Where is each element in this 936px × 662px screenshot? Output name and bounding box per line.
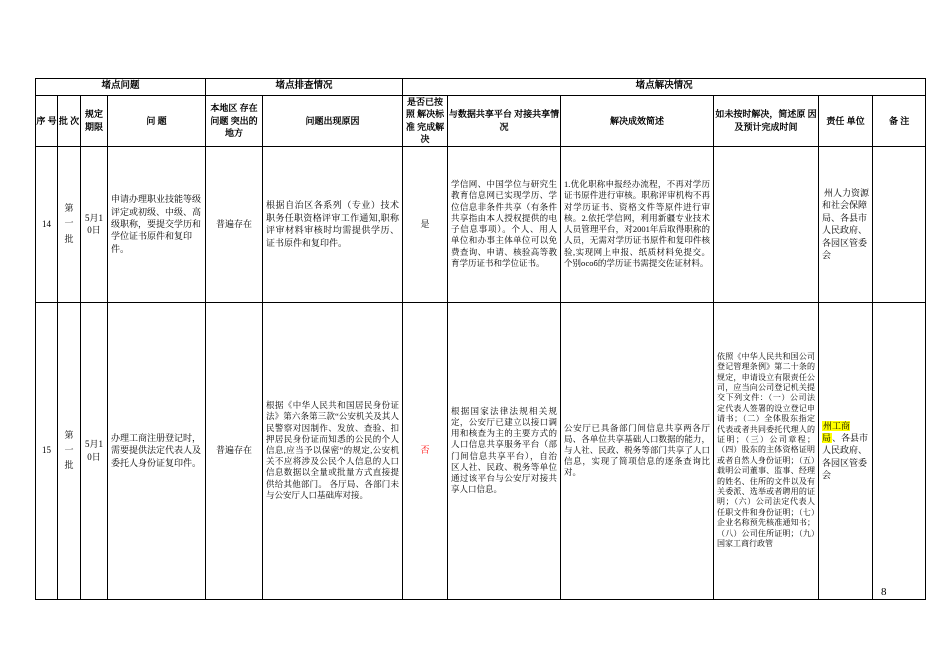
col-header-seq: 序 号 [36,96,58,147]
document-page [35,78,925,600]
blocking-points-table [35,78,926,600]
col-header-local: 本地区 存在问题 突出的地方 [206,96,263,147]
cell-deadline [81,146,108,302]
cell-batch [58,146,81,302]
table-row [36,146,926,302]
cell-unit [819,146,873,302]
deadline-text: 5月10日 [84,439,103,462]
cell-sharing: 根据国家法律法规相关规定，公安厅已建立以接口调用和核查为主的主要方式的人口信息共享服务平台（部门间信息共享平台），自治区人社、民政、税务等单位通过该平台与公安厅对接共享人口信息。 [448,302,561,599]
column-header-row [36,96,926,147]
batch-vertical-text: 第一批 [64,203,74,244]
cell-remark [873,302,926,599]
unit-text: 州人力资源和社会保障局、各县市人民政府、各园区管委会 [822,187,870,260]
unit-highlight: 州工商局 [822,420,851,444]
cell-cause: 根据自治区各系列（专业）技术职务任职资格评审工作通知,职称评审材料审核时均需提供学历、证书原件和复印件。 [263,146,403,302]
cell-batch [58,302,81,599]
col-header-unresolved: 如未按时解决，简述原 因及预计完成时间 [714,96,819,147]
group-header-resolution: 堵点解决情况 [403,79,926,96]
group-header-problem: 堵点问题 [36,79,206,96]
cell-resolved: 是 [403,146,448,302]
cell-deadline [81,302,108,599]
col-header-batch: 批 次 [58,96,81,147]
col-header-resolved: 是否已按照 解决标准 完成解决 [403,96,448,147]
cell-unresolved [714,146,819,302]
col-header-cause: 问题出现原因 [263,96,403,147]
cell-remark [873,146,926,302]
col-header-remark: 备 注 [873,96,926,147]
col-header-unit: 责任 单位 [819,96,873,147]
cell-local: 普遍存在 [206,146,263,302]
col-header-effect: 解决成效简述 [561,96,714,147]
cell-resolved: 否 [403,302,448,599]
cell-problem: 申请办理职业技能等级评定或初级、中级、高级职称，要提交学历和学位证书原件和复印件。 [108,146,206,302]
col-header-problem: 问 题 [108,96,206,147]
cell-seq: 14 [36,146,58,302]
cell-local: 普遍存在 [206,302,263,599]
table-row [36,302,926,599]
col-header-sharing: 与数据共享平台 对接共享情况 [448,96,561,147]
batch-vertical-text: 第一批 [64,429,74,471]
cell-unit [819,302,873,599]
group-header-row [36,79,926,96]
cell-seq: 15 [36,302,58,599]
cell-cause: 根据《中华人民共和国居民身份证法》第六条第三款“公安机关及其人民警察对因制作、发放、查验、扣押居民身份证而知悉的公民的个人信息,应当予以保密”的规定,公安机关不应将涉及公民个人信息的人口信息数据以全量或批量方式直接提供给其他部门。 各厅局、各部门未与公安厅人口基础库对接。 [263,302,403,599]
deadline-text: 5月10日 [84,212,103,236]
group-header-investigation: 堵点排查情况 [206,79,403,96]
cell-effect: 公安厅已具备部门间信息共享两各厅局、各单位共享基础人口数据的能力，与人社、民政、税务等部门共享了人口信息，实现了简项信息的逐条查询比对。 [561,302,714,599]
col-header-deadline: 规定 期限 [81,96,108,147]
unit-text: 、各县市人民政府、各园区管委会 [822,433,869,481]
cell-unresolved: 依照《中华人民共和国公司登记管理条例》第二十条的规定，申请设立有限责任公司，应当向公司登记机关提交下列文件：（一）公司法定代表人签署的设立登记申请书；（二）全体股东指定代表或者共同委托代理人的证明；（三）公司章程；（四）股东的主体资格证明或者自然人身份证明；（五）载明公司董事、监事、经理的姓名、住所的文件以及有关委派、选举或者聘用的证明；（六）公司法定代表人任职文件和身份证明；（七）企业名称预先核准通知书；（八）公司住所证明；（九）国家工商行政管 [714,302,819,599]
cell-effect: 1.优化职称申报经办流程，不再对学历证书原件进行审核。职称评审机构不再对学历证书、资格文件等原件进行审核。2.依托学信网，利用新疆专业技术人员管理平台，对2001年后取得职称的人员，无需对学历证书原件和复印件核验,实现网上申报、纸质材料免提交。个别особ的学历证书需提交佐证材料。 [561,146,714,302]
cell-problem: 办理工商注册登记时，需要提供法定代表人及委托人身份证复印件。 [108,302,206,599]
page-number: 8 [881,586,887,598]
cell-sharing: 学信网、中国学位与研究生教育信息网已实现学历、学位信息非条件共享（有条件共享指由本人授权提供的电子信息事项）。个人、用人单位和办事主体单位可以免费查询、申请、核验高等教育学历证书和学位证书。 [448,146,561,302]
